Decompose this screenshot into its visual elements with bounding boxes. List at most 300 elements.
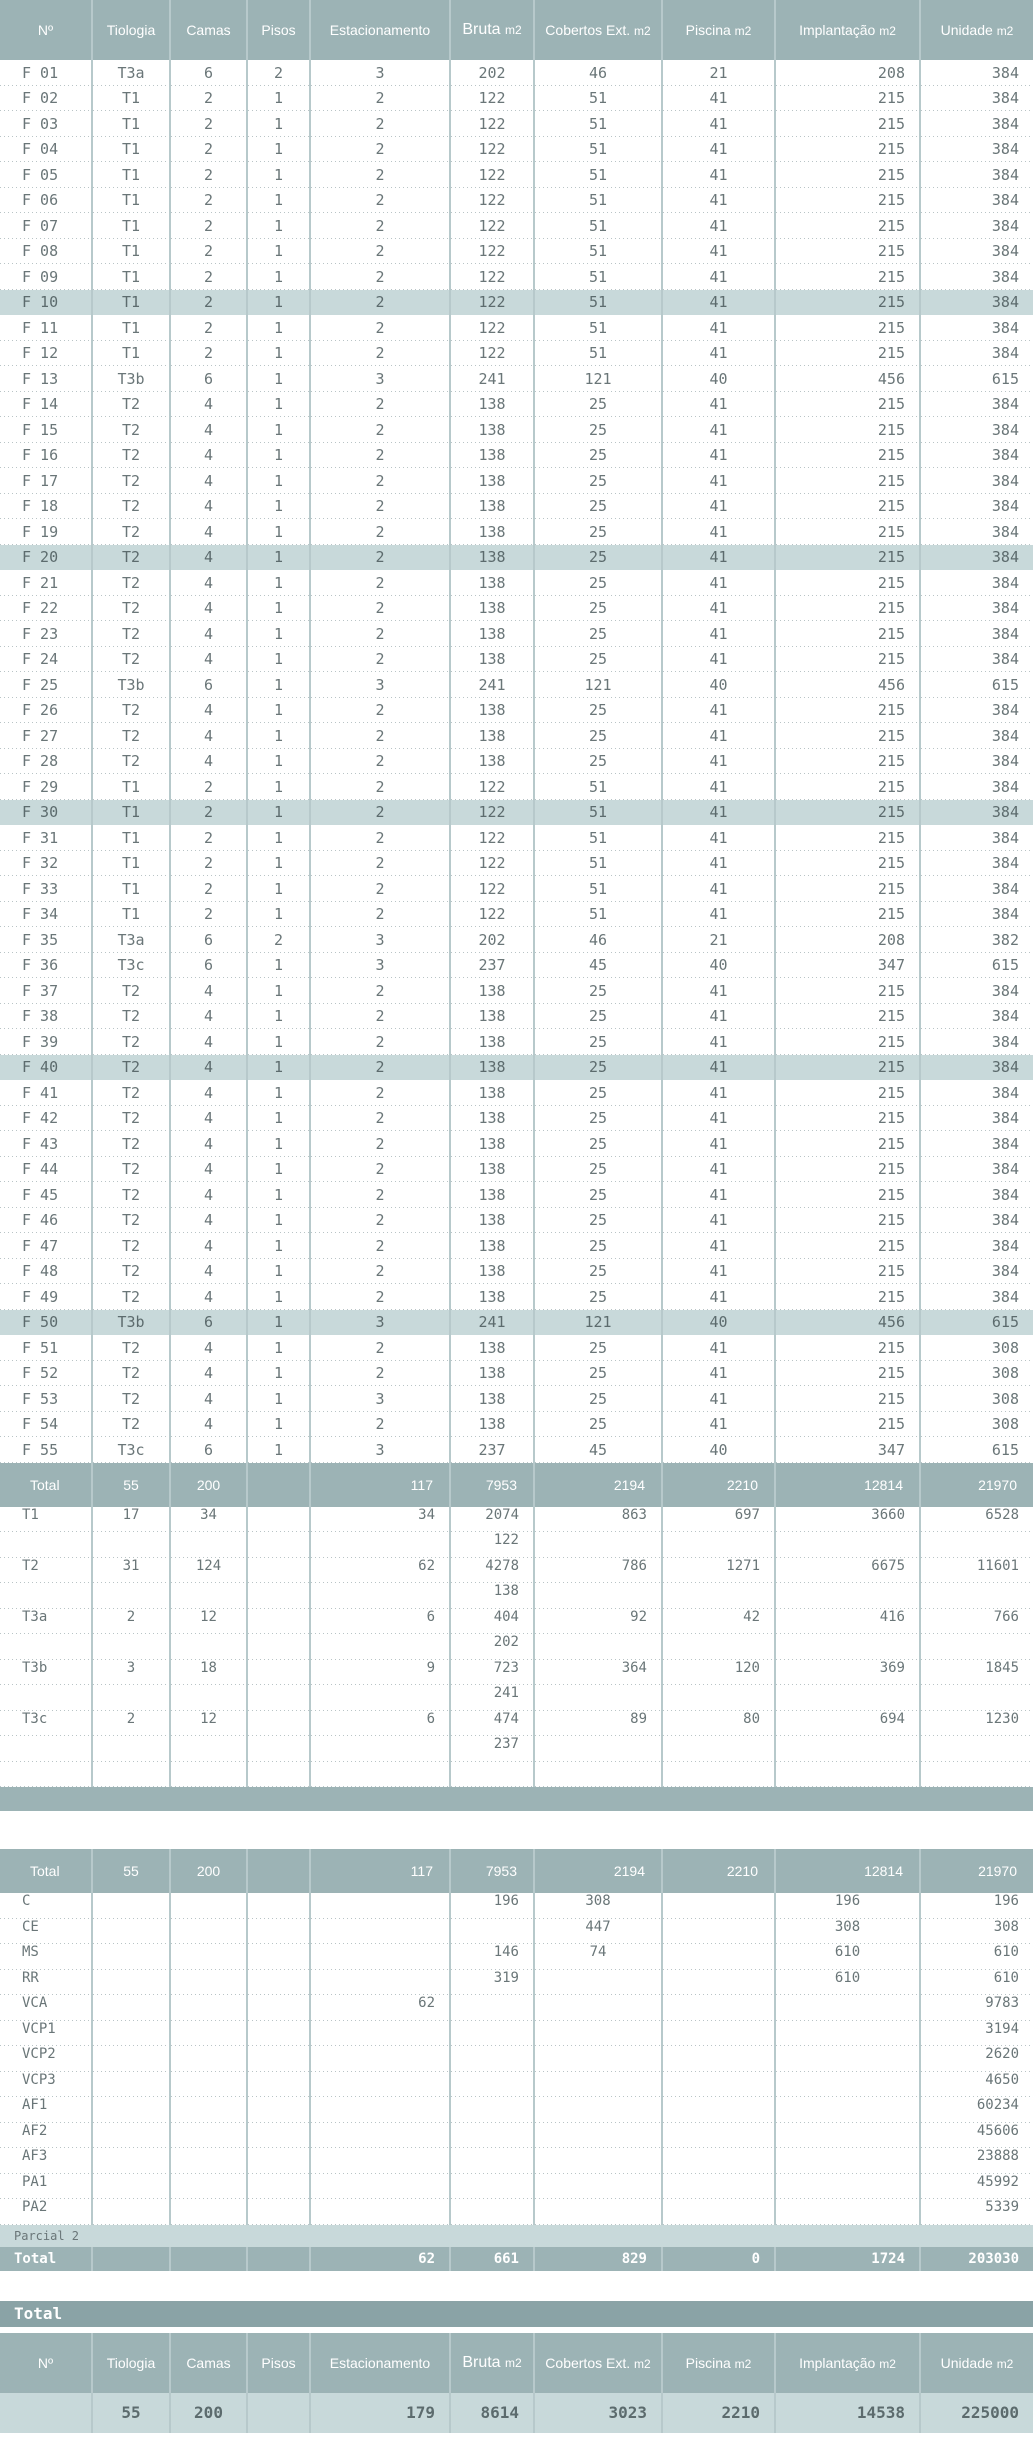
typology-subcell: [662, 1532, 775, 1558]
typology-subcell: [170, 1532, 247, 1558]
table-cell: 25: [534, 468, 662, 494]
table-cell: 41: [662, 749, 775, 775]
area-cell: [92, 1970, 170, 1996]
table-row: [0, 417, 1033, 443]
area-cell: [662, 2046, 775, 2072]
table-cell: F 29: [0, 774, 92, 800]
totals-row-2: [0, 1849, 1033, 1893]
typology-cell: 723: [450, 1660, 534, 1686]
table-cell: 2: [170, 876, 247, 902]
area-cell: [662, 2021, 775, 2047]
column-header: Estacionamento: [310, 0, 450, 60]
typology-subcell: [170, 1634, 247, 1660]
table-cell: 1: [247, 1182, 310, 1208]
table-cell: 215: [775, 1029, 920, 1055]
table-cell: 384: [920, 443, 1033, 469]
area-cell: [247, 2046, 310, 2072]
table-cell: 138: [450, 443, 534, 469]
table-cell: 1: [247, 902, 310, 928]
table-row: [0, 698, 1033, 724]
table-cell: 46: [534, 60, 662, 86]
typology-cell: 6675: [775, 1558, 920, 1584]
table-cell: 2: [310, 1029, 450, 1055]
table-cell: 41: [662, 1080, 775, 1106]
table-cell: 51: [534, 851, 662, 877]
table-cell: 122: [450, 213, 534, 239]
table-cell: 4: [170, 1029, 247, 1055]
totals-cell: 12814: [775, 1849, 920, 1893]
table-cell: 41: [662, 1106, 775, 1132]
table-cell: F 31: [0, 825, 92, 851]
table-cell: 215: [775, 341, 920, 367]
totals-cell: 200: [170, 1849, 247, 1893]
table-cell: 138: [450, 1004, 534, 1030]
table-cell: 384: [920, 851, 1033, 877]
area-cell: [92, 2097, 170, 2123]
table-cell: F 50: [0, 1310, 92, 1336]
table-cell: T2: [92, 978, 170, 1004]
table-cell: 41: [662, 723, 775, 749]
table-cell: 121: [534, 672, 662, 698]
table-cell: T1: [92, 825, 170, 851]
area-cell: 196: [920, 1893, 1033, 1919]
table-cell: 615: [920, 1437, 1033, 1463]
table-cell: 138: [450, 519, 534, 545]
table-cell: 2: [310, 1182, 450, 1208]
table-cell: F 05: [0, 162, 92, 188]
table-row: [0, 1080, 1033, 1106]
typology-cell: 3660: [775, 1507, 920, 1533]
table-cell: 1: [247, 1335, 310, 1361]
table-cell: 25: [534, 1386, 662, 1412]
area-cell: [534, 1995, 662, 2021]
table-cell: 384: [920, 1029, 1033, 1055]
table-cell: 1: [247, 545, 310, 571]
area-cell: [450, 2046, 534, 2072]
table-cell: 215: [775, 1106, 920, 1132]
table-cell: 4: [170, 545, 247, 571]
table-cell: 122: [450, 137, 534, 163]
table-cell: 3: [310, 927, 450, 953]
table-cell: 41: [662, 596, 775, 622]
table-cell: 215: [775, 494, 920, 520]
area-cell: [534, 2199, 662, 2225]
table-cell: 2: [310, 188, 450, 214]
column-unit: m2: [879, 2356, 896, 2371]
table-cell: F 52: [0, 1361, 92, 1387]
final-cell: 179: [310, 2393, 450, 2433]
table-row: [0, 468, 1033, 494]
table-cell: 40: [662, 672, 775, 698]
table-cell: 384: [920, 698, 1033, 724]
table-cell: 2: [170, 213, 247, 239]
table-cell: 41: [662, 290, 775, 316]
table-cell: 215: [775, 570, 920, 596]
table-cell: 215: [775, 86, 920, 112]
table-row: [0, 1131, 1033, 1157]
typology-cell: 31: [92, 1558, 170, 1584]
spacer-cell: [92, 1762, 170, 1788]
table-cell: 6: [170, 366, 247, 392]
column-header: Nº: [0, 2333, 92, 2393]
parcial-total-cell: 1724: [775, 2247, 920, 2271]
typology-subcell: [662, 1583, 775, 1609]
area-cell: [662, 1970, 775, 1996]
table-cell: T3a: [92, 60, 170, 86]
table-cell: 25: [534, 1284, 662, 1310]
typology-subcell: [0, 1634, 92, 1660]
typology-subcell: [92, 1685, 170, 1711]
parcial-label: Parcial 2: [0, 2225, 1033, 2247]
table-cell: T1: [92, 341, 170, 367]
table-row: [0, 111, 1033, 137]
typology-subcell: [310, 1685, 450, 1711]
table-cell: F 22: [0, 596, 92, 622]
area-row: [0, 1995, 1033, 2021]
table-cell: 215: [775, 1055, 920, 1081]
table-cell: F 36: [0, 953, 92, 979]
table-cell: 40: [662, 1437, 775, 1463]
table-cell: 2: [310, 851, 450, 877]
table-cell: 138: [450, 1182, 534, 1208]
area-cell: 2620: [920, 2046, 1033, 2072]
table-cell: 215: [775, 723, 920, 749]
table-row: [0, 188, 1033, 214]
area-cell: [92, 2123, 170, 2149]
areas-table: [0, 1849, 1033, 2271]
table-cell: F 11: [0, 315, 92, 341]
table-cell: 4: [170, 1259, 247, 1285]
table-cell: T2: [92, 1080, 170, 1106]
table-cell: T1: [92, 213, 170, 239]
table-cell: 215: [775, 1361, 920, 1387]
area-cell: 62: [310, 1995, 450, 2021]
table-cell: 51: [534, 876, 662, 902]
area-cell: [92, 2174, 170, 2200]
final-cell: 2210: [662, 2393, 775, 2433]
table-cell: 1: [247, 953, 310, 979]
typology-cell: T3b: [0, 1660, 92, 1686]
typology-subcell: [0, 1685, 92, 1711]
area-cell: 610: [775, 1944, 920, 1970]
table-cell: 41: [662, 315, 775, 341]
table-cell: 215: [775, 315, 920, 341]
table-cell: T1: [92, 86, 170, 112]
table-cell: 51: [534, 341, 662, 367]
table-cell: 45: [534, 953, 662, 979]
table-cell: 1: [247, 1029, 310, 1055]
table-cell: 41: [662, 86, 775, 112]
table-cell: 138: [450, 698, 534, 724]
typology-subcell: [534, 1685, 662, 1711]
area-cell: [310, 1893, 450, 1919]
typology-cell: 120: [662, 1660, 775, 1686]
column-header: Camas: [170, 2333, 247, 2393]
table-cell: 384: [920, 621, 1033, 647]
table-cell: F 12: [0, 341, 92, 367]
typology-subcell: [534, 1736, 662, 1762]
typology-row: [0, 1660, 1033, 1686]
table-cell: 215: [775, 162, 920, 188]
table-cell: T2: [92, 1004, 170, 1030]
area-cell: [450, 2021, 534, 2047]
table-cell: F 42: [0, 1106, 92, 1132]
table-row: [0, 1182, 1033, 1208]
area-cell: [170, 2046, 247, 2072]
table-cell: 215: [775, 290, 920, 316]
table-cell: 25: [534, 519, 662, 545]
table-cell: 2: [310, 239, 450, 265]
table-cell: 384: [920, 723, 1033, 749]
area-cell: [534, 2046, 662, 2072]
table-cell: F 33: [0, 876, 92, 902]
table-row: [0, 1029, 1033, 1055]
area-cell: [662, 1919, 775, 1945]
area-cell: PA2: [0, 2199, 92, 2225]
table-cell: 138: [450, 1259, 534, 1285]
final-cell: 55: [92, 2393, 170, 2433]
table-cell: T1: [92, 774, 170, 800]
table-cell: 41: [662, 1131, 775, 1157]
typology-subcell: [92, 1532, 170, 1558]
table-cell: T3a: [92, 927, 170, 953]
area-cell: 146: [450, 1944, 534, 1970]
table-cell: 384: [920, 800, 1033, 826]
column-unit: m2: [634, 2356, 651, 2371]
area-cell: [534, 2072, 662, 2098]
table-cell: 25: [534, 1412, 662, 1438]
typology-cell: [247, 1558, 310, 1584]
table-cell: T1: [92, 137, 170, 163]
table-cell: 456: [775, 1310, 920, 1336]
typology-cell: 18: [170, 1660, 247, 1686]
typology-subcell: [920, 1583, 1033, 1609]
typology-cell: 12: [170, 1711, 247, 1737]
totals-cell: 2210: [662, 1463, 775, 1507]
table-cell: T2: [92, 443, 170, 469]
table-cell: 215: [775, 851, 920, 877]
typology-subcell: [775, 1532, 920, 1558]
area-cell: [310, 2148, 450, 2174]
table-cell: F 01: [0, 60, 92, 86]
table-cell: 122: [450, 264, 534, 290]
spacer-cell: [310, 1762, 450, 1788]
typology-cell: [247, 1660, 310, 1686]
table-cell: 2: [310, 290, 450, 316]
area-row: [0, 2046, 1033, 2072]
table-cell: 2: [170, 825, 247, 851]
table-cell: 2: [170, 851, 247, 877]
table-cell: F 06: [0, 188, 92, 214]
typology-subcell: 138: [450, 1583, 534, 1609]
table-cell: 4: [170, 1386, 247, 1412]
table-cell: 308: [920, 1412, 1033, 1438]
table-cell: 25: [534, 392, 662, 418]
table-cell: 41: [662, 800, 775, 826]
table-row: [0, 1361, 1033, 1387]
table-cell: F 13: [0, 366, 92, 392]
table-cell: 46: [534, 927, 662, 953]
table-cell: 3: [310, 366, 450, 392]
table-cell: F 35: [0, 927, 92, 953]
table-cell: 4: [170, 978, 247, 1004]
table-cell: 25: [534, 698, 662, 724]
totals-cell: 55: [92, 1463, 170, 1507]
table-cell: 6: [170, 1310, 247, 1336]
typology-subcell: [170, 1685, 247, 1711]
table-cell: T3c: [92, 1437, 170, 1463]
table-row: [0, 621, 1033, 647]
typology-cell: 89: [534, 1711, 662, 1737]
table-cell: 51: [534, 111, 662, 137]
area-cell: [534, 2174, 662, 2200]
table-cell: 25: [534, 1335, 662, 1361]
table-cell: 1: [247, 621, 310, 647]
table-cell: 2: [310, 417, 450, 443]
table-cell: 41: [662, 1386, 775, 1412]
table-cell: 384: [920, 162, 1033, 188]
column-unit: m2: [634, 24, 651, 38]
table-cell: 215: [775, 1208, 920, 1234]
typology-subcell: [662, 1634, 775, 1660]
table-cell: 215: [775, 596, 920, 622]
table-cell: T1: [92, 290, 170, 316]
area-cell: [450, 2148, 534, 2174]
table-cell: F 19: [0, 519, 92, 545]
parcial-row: [0, 2225, 1033, 2247]
parcial-total-cell: 0: [662, 2247, 775, 2271]
table-cell: 1: [247, 851, 310, 877]
area-cell: 610: [775, 1970, 920, 1996]
table-cell: 215: [775, 239, 920, 265]
table-cell: 382: [920, 927, 1033, 953]
table-row: [0, 1004, 1033, 1030]
column-header: Unidade m2: [940, 22, 1014, 38]
table-cell: 2: [170, 264, 247, 290]
table-cell: 2: [310, 392, 450, 418]
table-cell: 2: [310, 749, 450, 775]
table-cell: T2: [92, 1131, 170, 1157]
table-row: [0, 672, 1033, 698]
table-cell: 347: [775, 953, 920, 979]
typology-cell: T3c: [0, 1711, 92, 1737]
table-cell: 4: [170, 468, 247, 494]
table-cell: 41: [662, 392, 775, 418]
parcial-total-cell: 203030: [920, 2247, 1033, 2271]
table-cell: 4: [170, 570, 247, 596]
table-cell: 41: [662, 341, 775, 367]
table-cell: F 46: [0, 1208, 92, 1234]
table-cell: 122: [450, 851, 534, 877]
table-cell: 1: [247, 698, 310, 724]
typology-subcell: [310, 1583, 450, 1609]
typology-cell: 474: [450, 1711, 534, 1737]
area-cell: [662, 2097, 775, 2123]
typology-cell: T2: [0, 1558, 92, 1584]
table-cell: F 44: [0, 1157, 92, 1183]
area-cell: 45992: [920, 2174, 1033, 2200]
table-cell: F 43: [0, 1131, 92, 1157]
table-cell: 384: [920, 1157, 1033, 1183]
table-cell: T1: [92, 264, 170, 290]
table-cell: T2: [92, 494, 170, 520]
table-cell: 2: [310, 1208, 450, 1234]
table-cell: 3: [310, 60, 450, 86]
table-cell: T1: [92, 876, 170, 902]
table-cell: 4: [170, 1004, 247, 1030]
area-cell: 196: [775, 1893, 920, 1919]
area-cell: RR: [0, 1970, 92, 1996]
table-cell: 2: [170, 774, 247, 800]
table-cell: 25: [534, 1004, 662, 1030]
table-cell: 41: [662, 1004, 775, 1030]
table-row: [0, 213, 1033, 239]
spacer-cell: [247, 1762, 310, 1788]
table-cell: 384: [920, 1106, 1033, 1132]
table-cell: T2: [92, 1259, 170, 1285]
table-cell: 41: [662, 1157, 775, 1183]
area-cell: [450, 2174, 534, 2200]
table-cell: F 02: [0, 86, 92, 112]
table-cell: 215: [775, 749, 920, 775]
table-cell: 2: [170, 800, 247, 826]
table-cell: 384: [920, 1259, 1033, 1285]
table-cell: 384: [920, 494, 1033, 520]
table-cell: 3: [310, 953, 450, 979]
table-cell: 2: [247, 60, 310, 86]
spacer-cell: [662, 1762, 775, 1788]
table-cell: 41: [662, 1233, 775, 1259]
area-cell: [170, 2199, 247, 2225]
table-cell: 138: [450, 1361, 534, 1387]
table-row: [0, 545, 1033, 571]
table-cell: 4: [170, 417, 247, 443]
parcial-total-cell: 661: [450, 2247, 534, 2271]
table-cell: 4: [170, 1284, 247, 1310]
table-cell: T2: [92, 570, 170, 596]
final-cell: 3023: [534, 2393, 662, 2433]
table-cell: 215: [775, 392, 920, 418]
table-row: [0, 1437, 1033, 1463]
typology-cell: T1: [0, 1507, 92, 1533]
table-cell: 122: [450, 800, 534, 826]
area-cell: 319: [450, 1970, 534, 1996]
table-cell: 215: [775, 1284, 920, 1310]
final-values-row: [0, 2393, 1033, 2433]
table-cell: 2: [310, 902, 450, 928]
table-cell: 41: [662, 621, 775, 647]
table-cell: 4: [170, 723, 247, 749]
table-cell: 1: [247, 239, 310, 265]
table-row: [0, 392, 1033, 418]
column-unit: m2: [996, 24, 1014, 38]
totals-cell: 21970: [920, 1849, 1033, 1893]
area-cell: [775, 2199, 920, 2225]
area-cell: [662, 2123, 775, 2149]
spacer-cell: [920, 1762, 1033, 1788]
table-cell: 1: [247, 978, 310, 1004]
final-cell: 8614: [450, 2393, 534, 2433]
typology-cell: 697: [662, 1507, 775, 1533]
table-cell: F 21: [0, 570, 92, 596]
column-header: Unidade m2: [940, 2354, 1014, 2371]
area-cell: [775, 2046, 920, 2072]
area-cell: [170, 1970, 247, 1996]
area-cell: [662, 2199, 775, 2225]
table-cell: 208: [775, 927, 920, 953]
table-cell: T3b: [92, 366, 170, 392]
totals-cell: 200: [170, 1463, 247, 1507]
